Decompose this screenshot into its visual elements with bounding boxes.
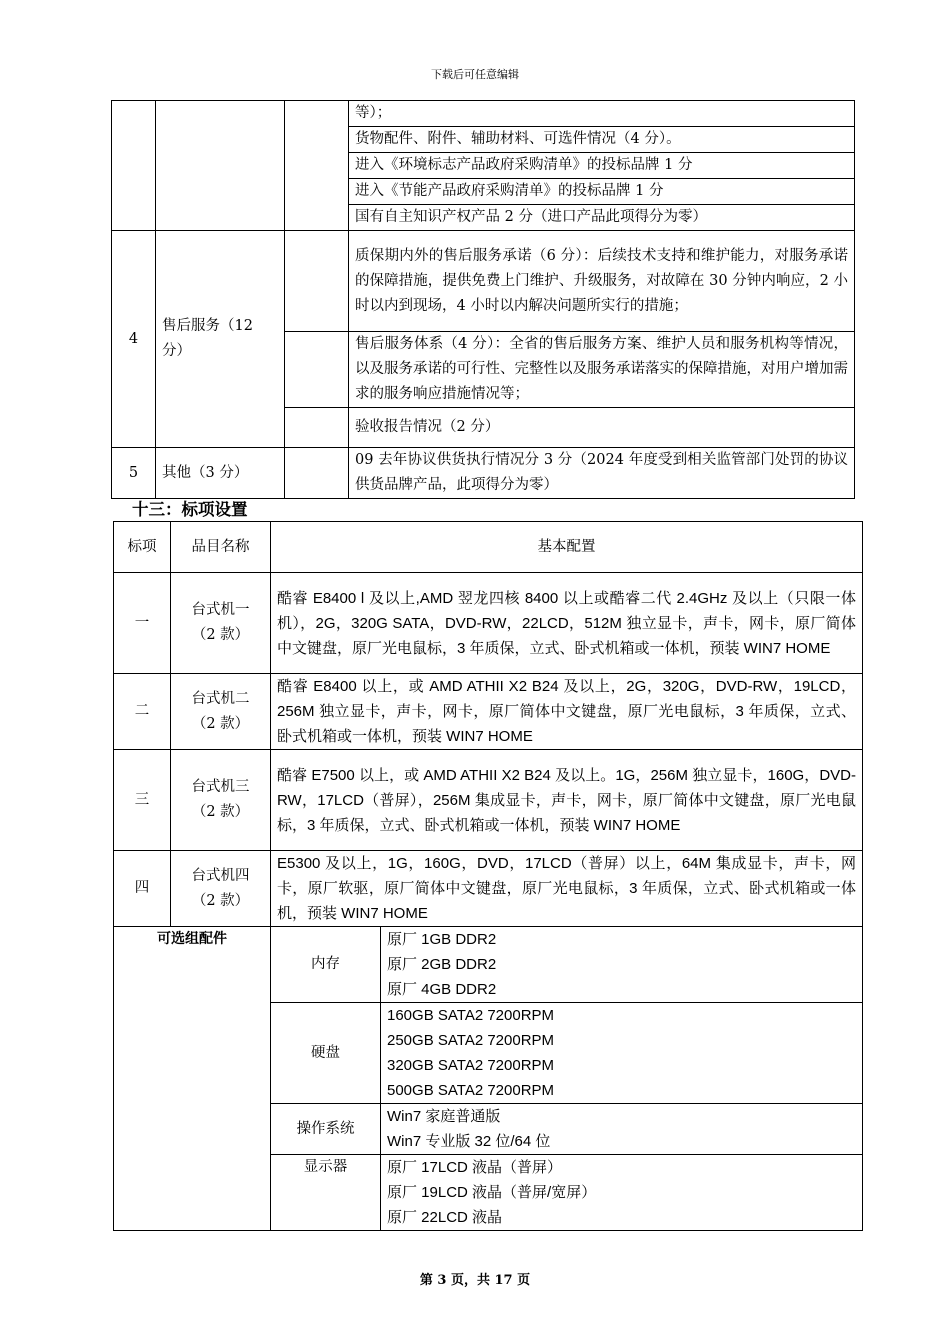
score-item: 货物配件、附件、辅助材料、可选件情况（4 分）。 <box>349 127 855 153</box>
option-name: 内存 <box>271 927 381 1003</box>
lot-name <box>171 674 271 750</box>
option-values <box>381 927 863 1003</box>
table-row <box>114 573 863 674</box>
row-number: 5 <box>112 448 156 499</box>
option-values <box>381 1155 863 1231</box>
lot-name-label: 台式机四 <box>191 867 250 884</box>
lot-config: 酷睿 E7500 以上，或 AMD ATHII X2 B24 及以上。1G，256M 独立显卡，160G，DVD-RW，17LCD（普屏），256M 集成显卡，声卡，网卡，原厂简体中文键盘，原厂光电鼠标，3 年质保，立式、卧式机箱或一体机，预装 WIN7 HOME <box>271 750 863 851</box>
option-name: 显示器 <box>271 1155 381 1231</box>
lot-name-sub: （2 款） <box>191 892 250 909</box>
score-blank-cell <box>285 332 349 408</box>
score-name-cell <box>156 101 285 231</box>
lot-config: 酷睿 E8400 以上，或 AMD ATHII X2 B24 及以上，2G，320G，DVD-RW，19LCD，256M 独立显卡，声卡，网卡，原厂简体中文键盘，原厂光电鼠标，3 年质保，立式、卧式机箱或一体机，预装 WIN7 HOME <box>271 674 863 750</box>
row-category: 售后服务（12 分） <box>156 231 285 448</box>
row-category: 其他（3 分） <box>156 448 285 499</box>
lot-number: 三 <box>114 750 171 851</box>
option-value: Win7 专业版 32 位/64 位 <box>387 1133 551 1150</box>
lot-name-sub: （2 款） <box>191 715 250 732</box>
lot-config: E5300 及以上，1G，160G，DVD，17LCD（普屏）以上，64M 集成显卡，声卡，网卡，原厂软驱，原厂简体中文键盘，原厂光电鼠标，3 年质保，立式、卧式机箱或一体机，预装 WIN7 HOME <box>271 851 863 927</box>
option-values <box>381 1104 863 1155</box>
option-value: 原厂 1GB DDR2 <box>387 931 497 948</box>
row-number: 4 <box>112 231 156 448</box>
table-row <box>114 851 863 927</box>
page-header: 下载后可任意编辑 <box>431 68 519 81</box>
lot-name-sub: （2 款） <box>191 627 250 643</box>
option-values <box>381 1003 863 1104</box>
score-blank-cell <box>285 231 349 332</box>
option-value: 原厂 17LCD 液晶（普屏） <box>387 1159 563 1176</box>
table-header-row <box>114 522 863 573</box>
lot-name-label: 台式机一 <box>191 602 250 618</box>
table-row <box>114 674 863 750</box>
option-name: 硬盘 <box>271 1003 381 1104</box>
option-value: 原厂 2GB DDR2 <box>387 956 497 973</box>
table-row <box>114 927 863 1003</box>
lot-name-label: 台式机二 <box>191 690 250 707</box>
section-title: 十三：标项设置 <box>132 500 248 519</box>
option-value: 250GB SATA2 7200RPM <box>387 1032 555 1049</box>
lot-name-label: 台式机三 <box>191 779 250 795</box>
lot-number: 四 <box>114 851 171 927</box>
lot-name <box>171 851 271 927</box>
lot-name <box>171 573 271 674</box>
lot-name <box>171 750 271 851</box>
header-config: 基本配置 <box>271 522 863 573</box>
lots-table <box>113 521 863 1231</box>
score-blank-cell <box>285 408 349 448</box>
lot-config: 酷睿 E8400 l 及以上,AMD 翌龙四核 8400 以上或酷睿二代 2.4GHz 及以上（只限一体机），2G，320G SATA，DVD-RW，22LCD，512M 独立显卡，声卡，网卡，原厂简体中文键盘，原厂光电鼠标，3 年质保，立式、卧式机箱或一体机，预装 WIN7 HOME <box>271 573 863 674</box>
option-name: 操作系统 <box>271 1104 381 1155</box>
option-value: 原厂 4GB DDR2 <box>387 981 497 998</box>
option-value: 原厂 19LCD 液晶（普屏/宽屏） <box>387 1184 597 1201</box>
score-blank-cell <box>285 101 349 231</box>
score-item: 国有自主知识产权产品 2 分（进口产品此项得分为零） <box>349 205 855 231</box>
score-blank-cell <box>285 448 349 499</box>
table-row <box>114 750 863 851</box>
lot-name-sub: （2 款） <box>191 804 250 820</box>
score-num-cell <box>112 101 156 231</box>
option-value: 原厂 22LCD 液晶 <box>387 1209 503 1226</box>
options-title: 可选组配件 <box>114 927 271 1231</box>
table-row <box>112 231 855 332</box>
score-table <box>111 100 855 499</box>
score-item: 等）； <box>349 101 855 127</box>
score-item: 验收报告情况（2 分） <box>349 408 855 448</box>
option-value: 160GB SATA2 7200RPM <box>387 1007 555 1024</box>
score-item: 质保期内外的售后服务承诺（6 分）：后续技术支持和维护能力，对服务承诺的保障措施，提供免费上门维护、升级服务，对故障在 30 分钟内响应，2 小时以内到现场，4 小时以内解决问题所实行的措施； <box>349 231 855 332</box>
option-value: 500GB SATA2 7200RPM <box>387 1082 555 1099</box>
lot-number: 二 <box>114 674 171 750</box>
table-row <box>112 101 855 127</box>
score-item: 进入《环境标志产品政府采购清单》的投标品牌 1 分 <box>349 153 855 179</box>
lot-number: 一 <box>114 573 171 674</box>
header-name: 品目名称 <box>171 522 271 573</box>
option-value: 320GB SATA2 7200RPM <box>387 1057 555 1074</box>
score-item: 售后服务体系（4 分）：全省的售后服务方案、维护人员和服务机构等情况，以及服务承诺的可行性、完整性以及服务承诺落实的保障措施，对用户增加需求的服务响应措施情况等； <box>349 332 855 408</box>
page-footer: 第 3 页，共 17 页 <box>419 1273 531 1288</box>
header-lot: 标项 <box>114 522 171 573</box>
score-item: 进入《节能产品政府采购清单》的投标品牌 1 分 <box>349 179 855 205</box>
table-row <box>112 448 855 499</box>
option-value: Win7 家庭普通版 <box>387 1108 501 1125</box>
score-item: 09 去年协议供货执行情况分 3 分（2024 年度受到相关监管部门处罚的协议供货品牌产品，此项得分为零） <box>349 448 855 499</box>
